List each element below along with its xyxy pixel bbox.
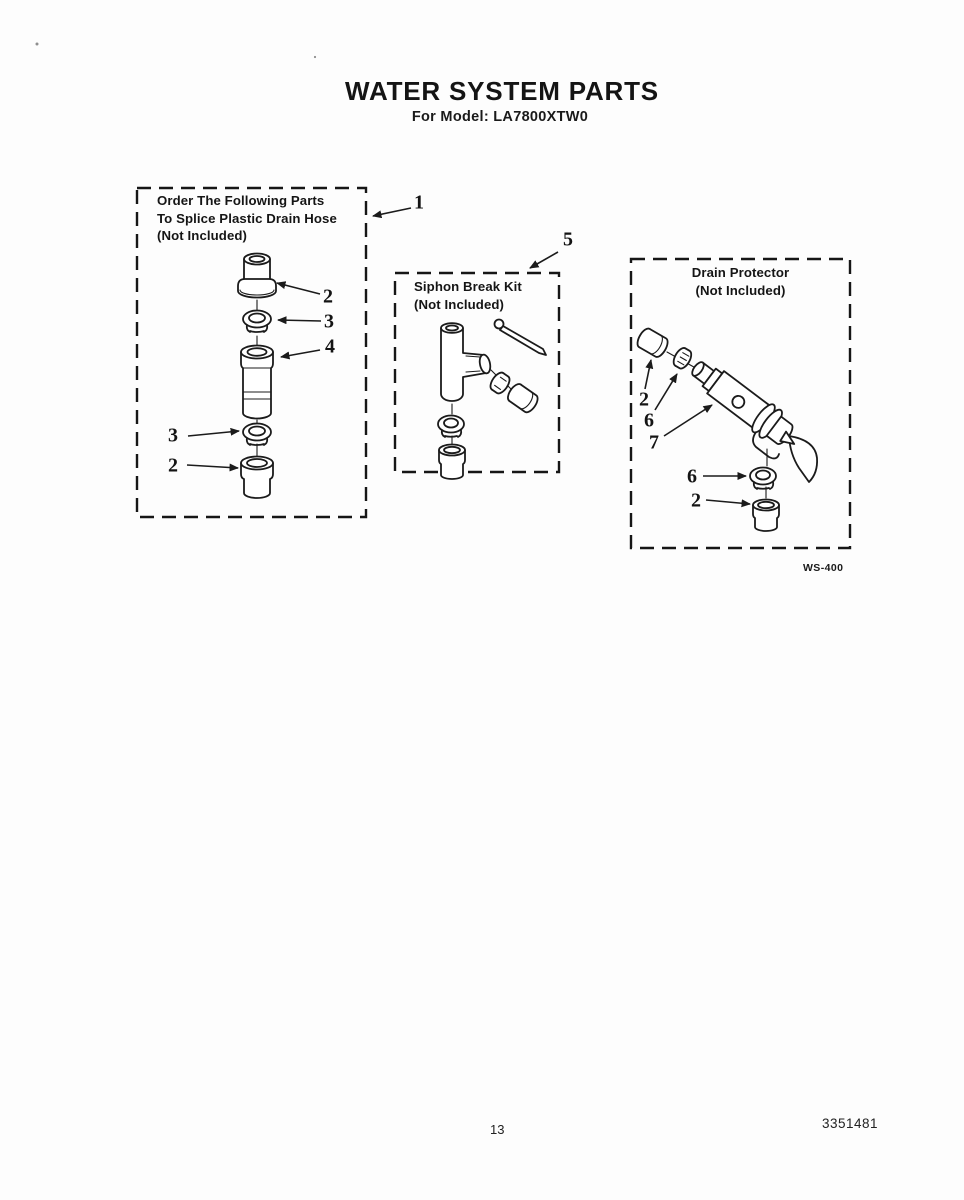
splice-coupling-top [238, 254, 276, 298]
callout-splice-clamp-top: 3 [324, 310, 334, 333]
drain-pump-assembly [685, 353, 806, 456]
callout-siphon-box-ref: 5 [563, 228, 573, 251]
siphon-coupling-bottom [439, 445, 465, 480]
splice-kit-title-line1: Order The Following Parts [157, 193, 325, 208]
callout-splice-coupling-top: 2 [323, 285, 333, 308]
siphon-break-valve [441, 323, 492, 401]
siphon-break-title-line1: Siphon Break Kit [414, 279, 522, 294]
splice-clamp-bottom [243, 424, 271, 446]
drain-coupling-upper [635, 326, 671, 359]
callout-splice-box-ref: 1 [414, 191, 424, 214]
callout-drain-pump-body: 7 [649, 431, 659, 454]
splice-clamp-top [243, 311, 271, 333]
page-title: WATER SYSTEM PARTS [345, 76, 659, 106]
scan-speck [314, 56, 316, 58]
callout-drain-coupling-lower: 2 [691, 489, 701, 512]
drain-protector-title-line2: (Not Included) [695, 282, 786, 298]
callout-drain-clamp-lower: 6 [687, 465, 697, 488]
siphon-pin [495, 320, 547, 356]
page-number: 13 [490, 1122, 505, 1137]
drain-protector-title [631, 264, 850, 299]
drain-protector-title-line1: Drain Protector [691, 265, 790, 280]
callout-splice-connector: 4 [325, 335, 335, 358]
splice-coupling-bottom [241, 457, 273, 499]
callout-splice-clamp-bottom: 3 [168, 424, 178, 447]
model-subtitle: For Model: LA7800XTW0 [411, 109, 589, 125]
splice-parts-stack [238, 254, 276, 499]
siphon-coupling-inline [505, 382, 540, 415]
splice-kit-title [157, 192, 362, 245]
callout-splice-coupling-bottom: 2 [168, 454, 178, 477]
diagram-code: WS-400 [803, 562, 844, 574]
drain-protector-parts [635, 326, 817, 531]
siphon-break-parts [438, 320, 546, 480]
drain-coupling-lower [753, 500, 779, 532]
callout-drain-clamp-upper: 6 [644, 409, 654, 432]
scan-speck [36, 43, 39, 46]
drain-clamp-lower [750, 468, 776, 490]
splice-kit-title-line3: (Not Included) [157, 228, 248, 243]
callout-drain-coupling-upper: 2 [639, 388, 649, 411]
splice-kit-title-line2: To Splice Plastic Drain Hose [157, 210, 337, 226]
drain-clamp-upper [671, 346, 694, 371]
siphon-break-title [414, 278, 554, 313]
document-number: 3351481 [822, 1116, 879, 1131]
splice-connector [241, 346, 273, 419]
siphon-break-title-line2: (Not Included) [414, 296, 505, 312]
siphon-clamp-bottom [438, 416, 464, 438]
